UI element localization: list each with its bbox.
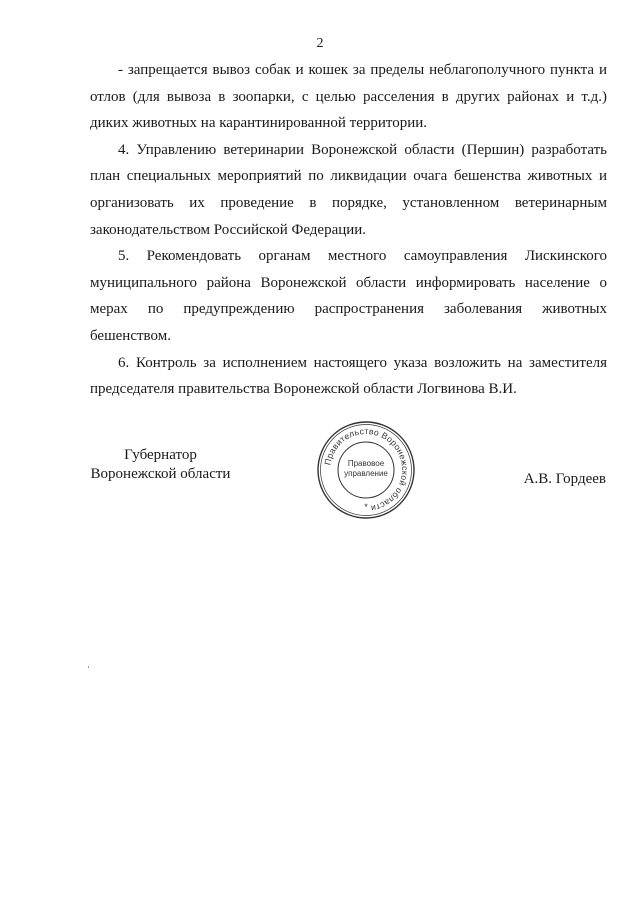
signature-block	[0, 425, 640, 546]
official-seal	[312, 416, 420, 524]
margin-mark	[88, 666, 89, 668]
seal-center-line-1: Правовое	[347, 459, 385, 468]
page-number: 2	[316, 36, 324, 51]
seal-star-icon: *	[364, 502, 368, 512]
document-body	[90, 57, 607, 403]
paragraph-item-6: 6. Контроль за исполнением настоящего указа возложить на заместителя председателя правительства Воронежской области Логвинова В.И.	[90, 354, 607, 398]
seal-ring-text: Правительство Воронежской области	[322, 425, 411, 514]
signatory-title-line-1: Губернатор	[124, 447, 197, 463]
seal-center-line-2: управление	[344, 469, 388, 478]
paragraph-quarantine-ban: - запрещается вывоз собак и кошек за пределы неблагополучного пункта и отлов (для вывоза в зоопарки, с целью расселения в других районах и т.д.) диких животных на карантинированной территории.	[90, 62, 607, 132]
paragraph-item-5: 5. Рекомендовать органам местного самоуправления Лискинского муниципального района Воронежской области информировать население о мерах по предупреждению распространения заболевания животных бешенством.	[90, 248, 607, 344]
seal-stamp-icon	[312, 416, 420, 524]
signatory-title	[88, 446, 233, 484]
paragraph-item-4: 4. Управлению ветеринарии Воронежской области (Першин) разработать план специальных мероприятий по ликвидации очага бешенства животных и организовать их проведение в порядке, установленном ветеринарным законодательством Российской Федерации.	[90, 141, 607, 238]
signatory-title-line-2: Воронежской области	[90, 466, 231, 482]
signatory-name: А.В. Гордеев	[523, 471, 606, 487]
